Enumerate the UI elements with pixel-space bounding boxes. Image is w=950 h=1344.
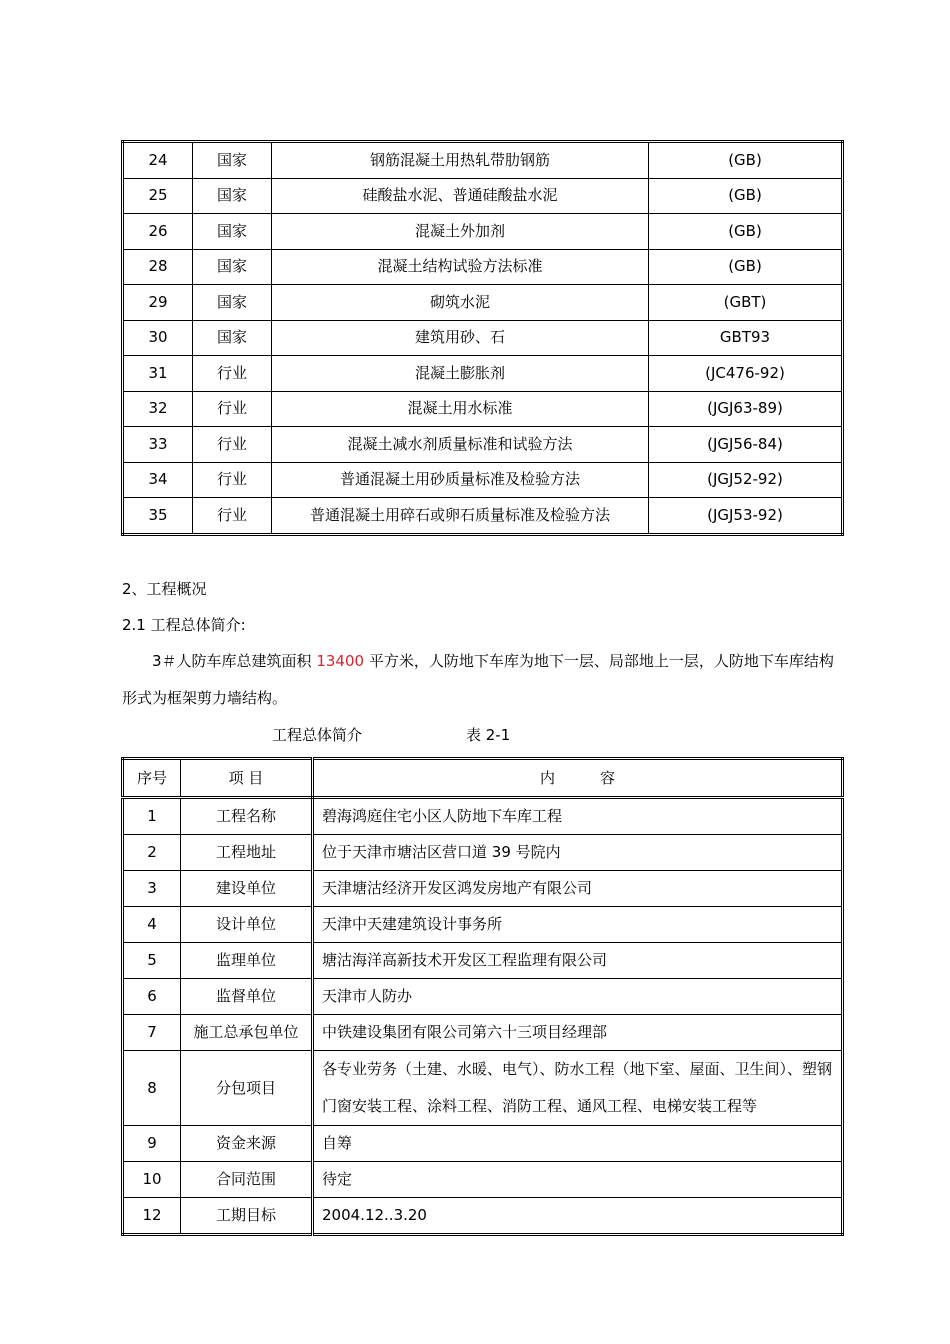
std-code-cell: (JGJ52-92) (649, 462, 843, 498)
std-no-cell: 32 (123, 391, 193, 427)
overview-no-cell: 4 (123, 907, 181, 943)
std-level-cell: 行业 (193, 462, 272, 498)
table-caption-title: 工程总体简介 (272, 726, 363, 744)
std-name-cell: 普通混凝土用碎石或卵石质量标准及检验方法 (272, 498, 649, 535)
std-name-cell: 建筑用砂、石 (272, 320, 649, 356)
overview-paragraph (122, 643, 844, 717)
overview-table (121, 757, 844, 1236)
std-level-cell: 行业 (193, 391, 272, 427)
std-level-cell: 国家 (193, 142, 272, 179)
std-level-cell: 国家 (193, 249, 272, 285)
std-name-cell: 钢筋混凝土用热轧带肋钢筋 (272, 142, 649, 179)
overview-content-cell: 中铁建设集团有限公司第六十三项目经理部 (313, 1015, 843, 1051)
table-row (123, 214, 843, 250)
std-code-cell: (JGJ53-92) (649, 498, 843, 535)
overview-content-cell: 2004.12..3.20 (313, 1198, 843, 1235)
table-row (123, 798, 843, 835)
std-code-cell: (GB) (649, 214, 843, 250)
overview-content-cell: 天津中天建建筑设计事务所 (313, 907, 843, 943)
std-name-cell: 混凝土减水剂质量标准和试验方法 (272, 427, 649, 463)
std-code-cell: (GB) (649, 142, 843, 179)
overview-item-cell: 设计单位 (181, 907, 313, 943)
table-row (123, 1126, 843, 1162)
std-level-cell: 行业 (193, 356, 272, 392)
table-row (123, 498, 843, 535)
std-name-cell: 硅酸盐水泥、普通硅酸盐水泥 (272, 178, 649, 214)
table-row (123, 907, 843, 943)
table-row (123, 462, 843, 498)
std-code-cell: GBT93 (649, 320, 843, 356)
overview-content-cell: 碧海鸿庭住宅小区人防地下车库工程 (313, 798, 843, 835)
table-row (123, 835, 843, 871)
para-area-value: 13400 (316, 652, 365, 670)
overview-no-cell: 10 (123, 1162, 181, 1198)
std-no-cell: 35 (123, 498, 193, 535)
std-no-cell: 34 (123, 462, 193, 498)
header-no: 序号 (123, 759, 181, 798)
std-code-cell: (GB) (649, 249, 843, 285)
std-no-cell: 26 (123, 214, 193, 250)
section-heading: 2、工程概况 (122, 580, 207, 598)
std-no-cell: 25 (123, 178, 193, 214)
header-item: 项 目 (181, 759, 313, 798)
overview-content-cell: 天津塘沽经济开发区鸿发房地产有限公司 (313, 871, 843, 907)
table-row (123, 356, 843, 392)
overview-item-cell: 监理单位 (181, 943, 313, 979)
overview-item-cell: 资金来源 (181, 1126, 313, 1162)
table-row (123, 979, 843, 1015)
std-level-cell: 行业 (193, 498, 272, 535)
std-no-cell: 29 (123, 285, 193, 321)
para-text-before: 3＃人防车库总建筑面积 (152, 652, 312, 670)
table-row (123, 1015, 843, 1051)
overview-item-cell: 合同范围 (181, 1162, 313, 1198)
overview-item-cell: 工期目标 (181, 1198, 313, 1235)
table-row (123, 249, 843, 285)
table-row (123, 1198, 843, 1235)
overview-content-cell: 各专业劳务（土建、水暖、电气）、防水工程（地下室、屋面、卫生间）、塑钢门窗安装工程、涂料工程、消防工程、通风工程、电梯安装工程等 (313, 1051, 843, 1126)
overview-content-cell: 位于天津市塘沽区营口道 39 号院内 (313, 835, 843, 871)
table-caption-number: 表 2-1 (466, 726, 511, 744)
std-no-cell: 30 (123, 320, 193, 356)
table-row (123, 320, 843, 356)
std-name-cell: 混凝土外加剂 (272, 214, 649, 250)
para-text-after: 平方米，人防地下车库为地下一层、局部地上一层，人防地下车库结构形式为框架剪力墙结构。 (122, 652, 834, 707)
overview-no-cell: 12 (123, 1198, 181, 1235)
overview-content-cell: 塘沽海洋高新技术开发区工程监理有限公司 (313, 943, 843, 979)
header-content: 内 容 (313, 759, 843, 798)
overview-no-cell: 7 (123, 1015, 181, 1051)
std-name-cell: 混凝土膨胀剂 (272, 356, 649, 392)
overview-no-cell: 9 (123, 1126, 181, 1162)
std-level-cell: 国家 (193, 178, 272, 214)
overview-no-cell: 8 (123, 1051, 181, 1126)
std-level-cell: 国家 (193, 285, 272, 321)
overview-content-cell: 自筹 (313, 1126, 843, 1162)
overview-content-cell: 待定 (313, 1162, 843, 1198)
overview-no-cell: 1 (123, 798, 181, 835)
std-code-cell: (JGJ63-89) (649, 391, 843, 427)
overview-no-cell: 3 (123, 871, 181, 907)
std-code-cell: (JC476-92) (649, 356, 843, 392)
overview-content-cell: 天津市人防办 (313, 979, 843, 1015)
std-level-cell: 国家 (193, 320, 272, 356)
overview-item-cell: 工程地址 (181, 835, 313, 871)
table-row (123, 391, 843, 427)
table-row (123, 1051, 843, 1126)
overview-no-cell: 2 (123, 835, 181, 871)
std-level-cell: 行业 (193, 427, 272, 463)
overview-item-cell: 建设单位 (181, 871, 313, 907)
table-row (123, 427, 843, 463)
std-name-cell: 普通混凝土用砂质量标准及检验方法 (272, 462, 649, 498)
std-code-cell: (JGJ56-84) (649, 427, 843, 463)
std-no-cell: 31 (123, 356, 193, 392)
table-row (123, 1162, 843, 1198)
std-name-cell: 砌筑水泥 (272, 285, 649, 321)
section-subheading: 2.1 工程总体简介: (122, 616, 246, 634)
overview-item-cell: 工程名称 (181, 798, 313, 835)
overview-no-cell: 6 (123, 979, 181, 1015)
std-name-cell: 混凝土用水标准 (272, 391, 649, 427)
std-level-cell: 国家 (193, 214, 272, 250)
std-code-cell: (GB) (649, 178, 843, 214)
table-row (123, 285, 843, 321)
overview-item-cell: 监督单位 (181, 979, 313, 1015)
std-name-cell: 混凝土结构试验方法标准 (272, 249, 649, 285)
table-row (123, 943, 843, 979)
standards-table (121, 140, 844, 536)
table-row (123, 871, 843, 907)
overview-header-row (123, 759, 843, 798)
overview-no-cell: 5 (123, 943, 181, 979)
table-row (123, 178, 843, 214)
table-row (123, 142, 843, 179)
overview-item-cell: 施工总承包单位 (181, 1015, 313, 1051)
std-no-cell: 24 (123, 142, 193, 179)
std-no-cell: 28 (123, 249, 193, 285)
overview-item-cell: 分包项目 (181, 1051, 313, 1126)
std-code-cell: (GBT) (649, 285, 843, 321)
std-no-cell: 33 (123, 427, 193, 463)
